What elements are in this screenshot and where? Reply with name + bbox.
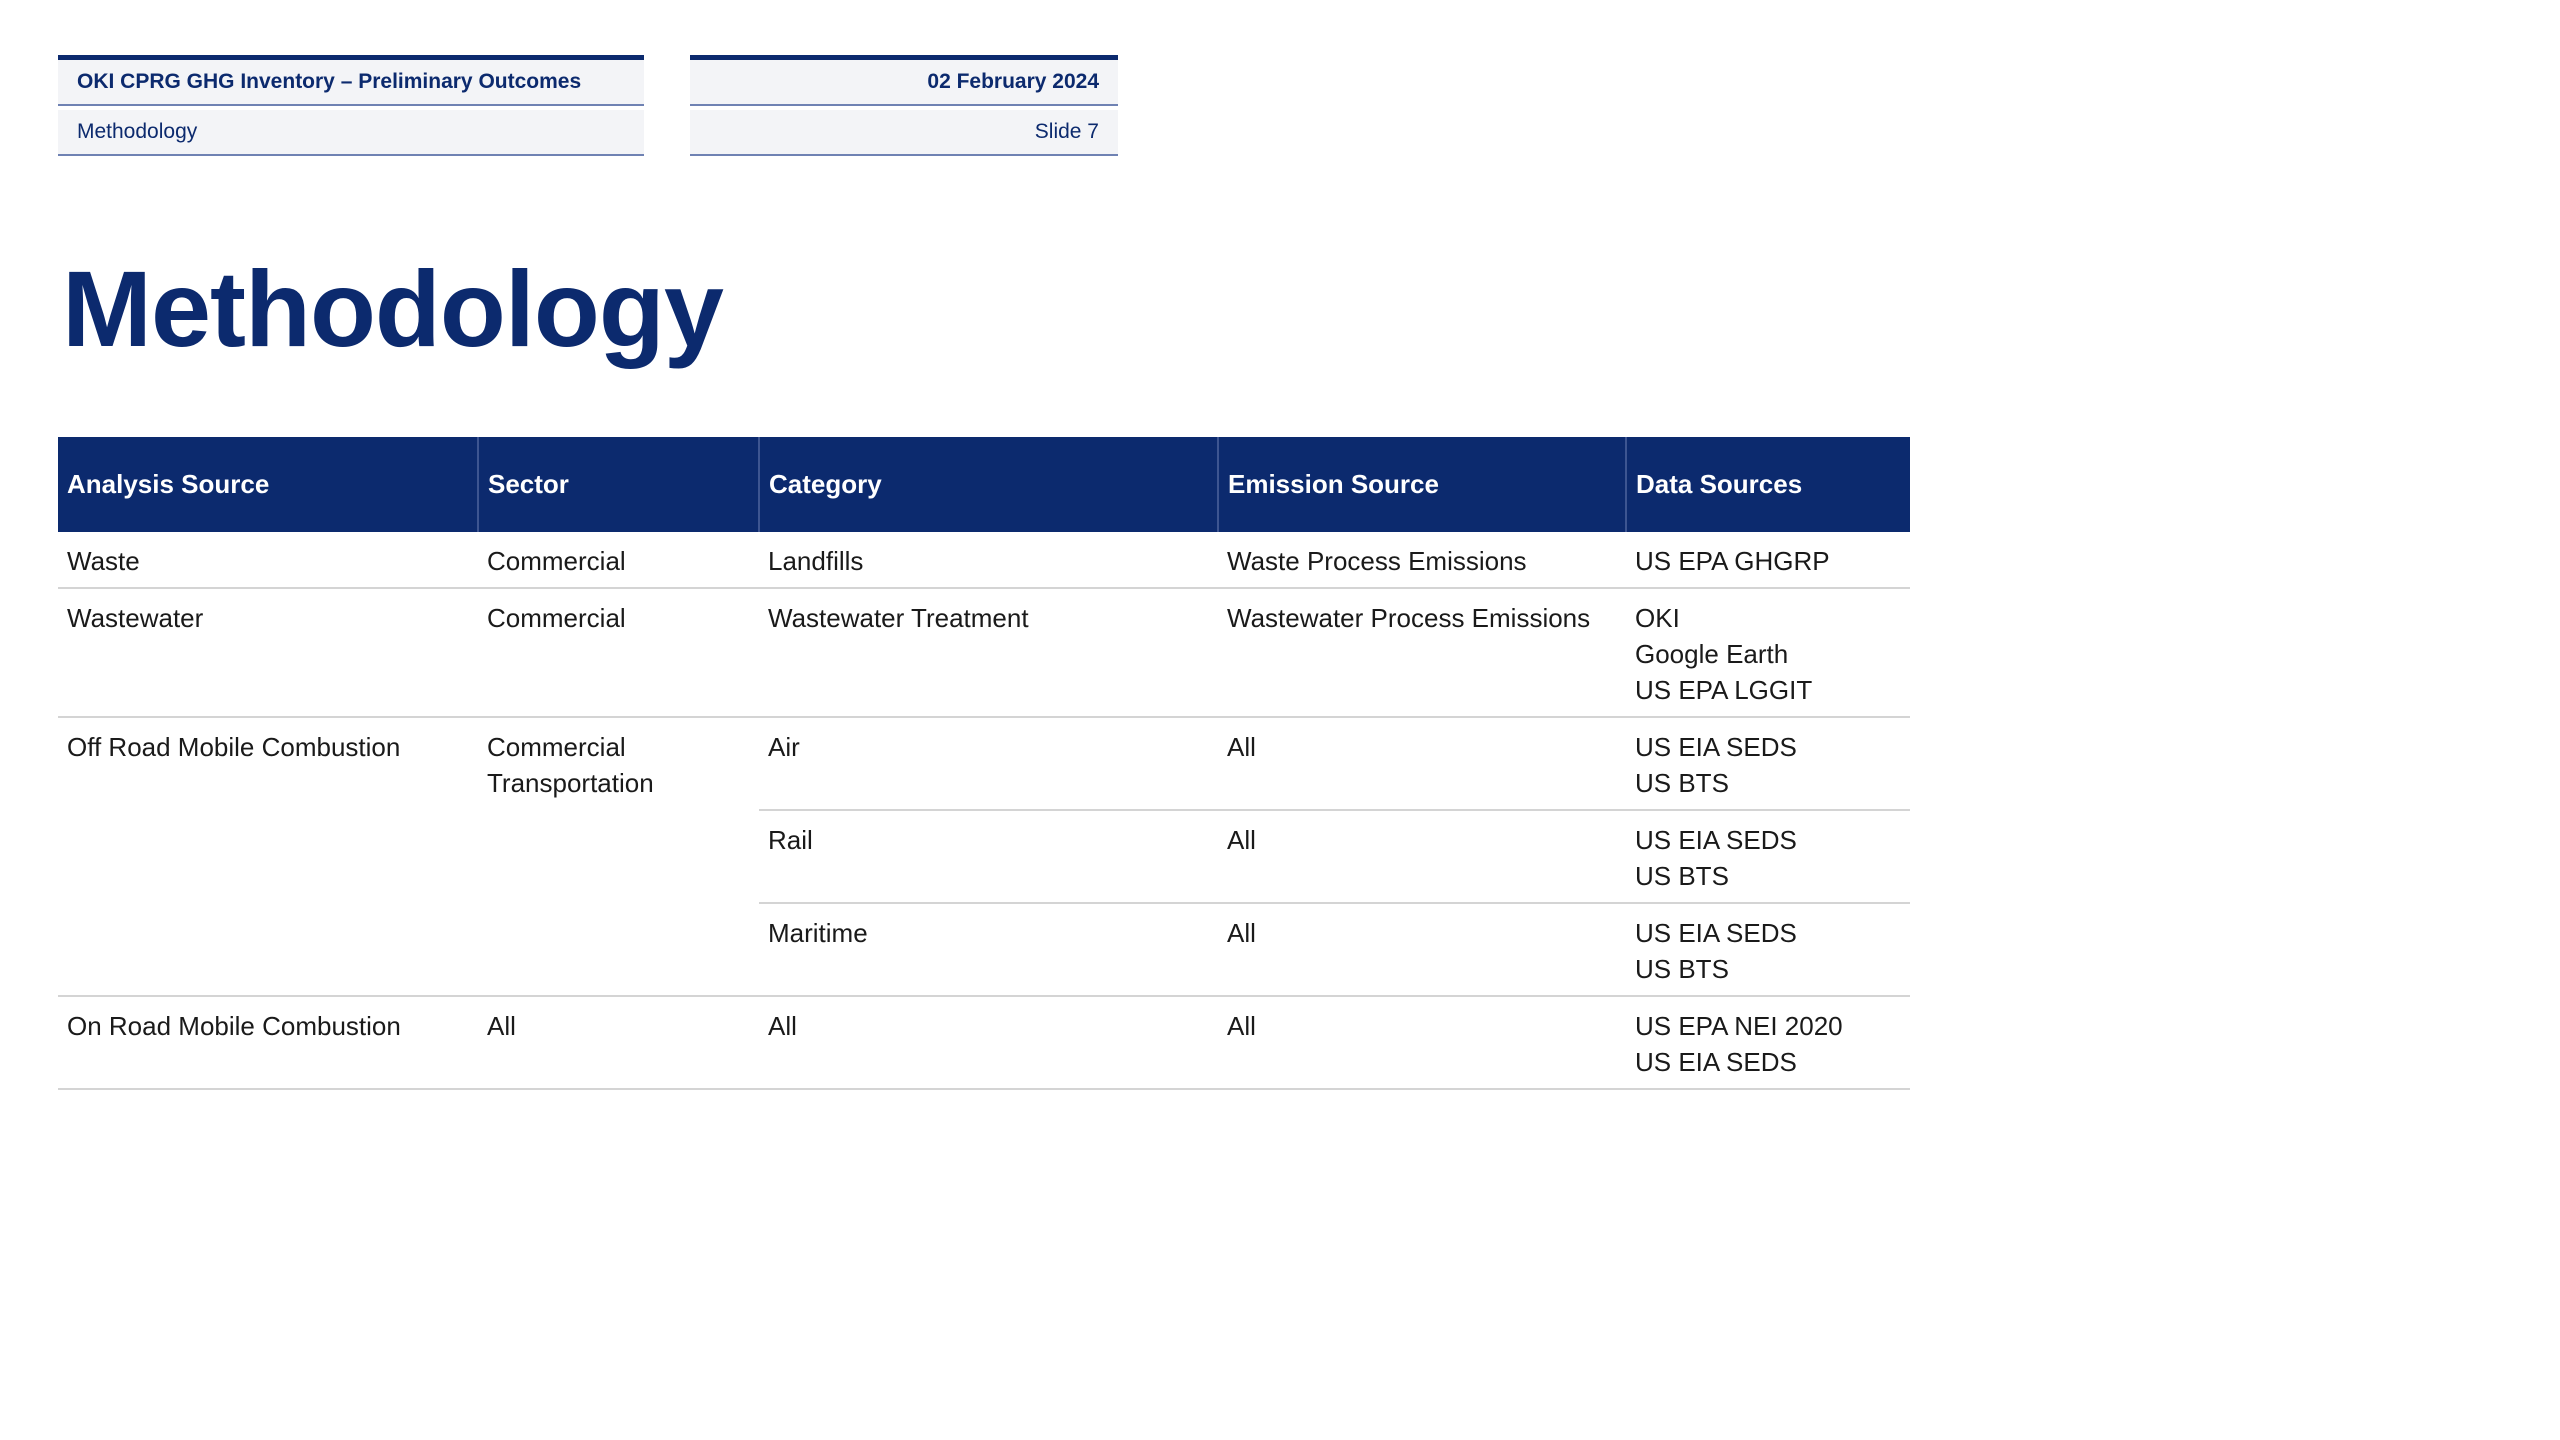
sector-cell	[478, 717, 759, 996]
deck-date: 02 February 2024	[690, 60, 1118, 106]
sector-line: Commercial	[487, 732, 626, 762]
column-header-sector: Sector	[478, 437, 759, 532]
emission-source-cell: Wastewater Process Emissions	[1218, 588, 1626, 717]
page-title: Methodology	[62, 248, 723, 369]
category-cell: Wastewater Treatment	[759, 588, 1218, 717]
category-cell: All	[759, 996, 1218, 1089]
header-right-block	[690, 55, 1118, 156]
data-source: US BTS	[1635, 861, 1729, 891]
data-sources-cell	[1626, 717, 1910, 810]
deck-title: OKI CPRG GHG Inventory – Preliminary Outcomes	[58, 60, 644, 106]
data-sources-cell	[1626, 588, 1910, 717]
methodology-table	[58, 437, 1910, 1090]
analysis-source-cell: Off Road Mobile Combustion	[58, 717, 478, 996]
emission-source-cell: All	[1218, 903, 1626, 996]
table-row	[58, 532, 1910, 588]
section-name: Methodology	[58, 110, 644, 156]
header-left-block	[58, 55, 644, 156]
data-source: US EIA SEDS	[1635, 1047, 1797, 1077]
emission-source-cell: All	[1218, 996, 1626, 1089]
emission-source-cell: All	[1218, 810, 1626, 903]
data-source: US EIA SEDS	[1635, 825, 1797, 855]
column-header-data-sources: Data Sources	[1626, 437, 1910, 532]
category-cell: Rail	[759, 810, 1218, 903]
sector-cell: Commercial	[478, 532, 759, 588]
table-header-row	[58, 437, 1910, 532]
analysis-source-cell: On Road Mobile Combustion	[58, 996, 478, 1089]
emission-source-cell: All	[1218, 717, 1626, 810]
data-source: US EPA GHGRP	[1635, 546, 1830, 576]
data-source: Google Earth	[1635, 639, 1789, 669]
column-header-category: Category	[759, 437, 1218, 532]
analysis-source-cell: Wastewater	[58, 588, 478, 717]
column-header-emission-source: Emission Source	[1218, 437, 1626, 532]
sector-cell: All	[478, 996, 759, 1089]
column-header-analysis-source: Analysis Source	[58, 437, 478, 532]
data-source: US EPA LGGIT	[1635, 675, 1813, 705]
analysis-source-cell: Waste	[58, 532, 478, 588]
data-source: OKI	[1635, 603, 1680, 633]
data-source: US BTS	[1635, 768, 1729, 798]
sector-line: Transportation	[487, 768, 654, 798]
category-cell: Landfills	[759, 532, 1218, 588]
emission-source-cell: Waste Process Emissions	[1218, 532, 1626, 588]
data-source: US BTS	[1635, 954, 1729, 984]
table-row	[58, 717, 1910, 810]
data-sources-cell	[1626, 903, 1910, 996]
data-source: US EPA NEI 2020	[1635, 1011, 1843, 1041]
data-source: US EIA SEDS	[1635, 732, 1797, 762]
category-cell: Air	[759, 717, 1218, 810]
category-cell: Maritime	[759, 903, 1218, 996]
data-sources-cell	[1626, 996, 1910, 1089]
data-sources-cell	[1626, 532, 1910, 588]
table-row	[58, 996, 1910, 1089]
sector-cell: Commercial	[478, 588, 759, 717]
data-sources-cell	[1626, 810, 1910, 903]
table-row	[58, 588, 1910, 717]
data-source: US EIA SEDS	[1635, 918, 1797, 948]
slide-number: Slide 7	[690, 110, 1118, 156]
